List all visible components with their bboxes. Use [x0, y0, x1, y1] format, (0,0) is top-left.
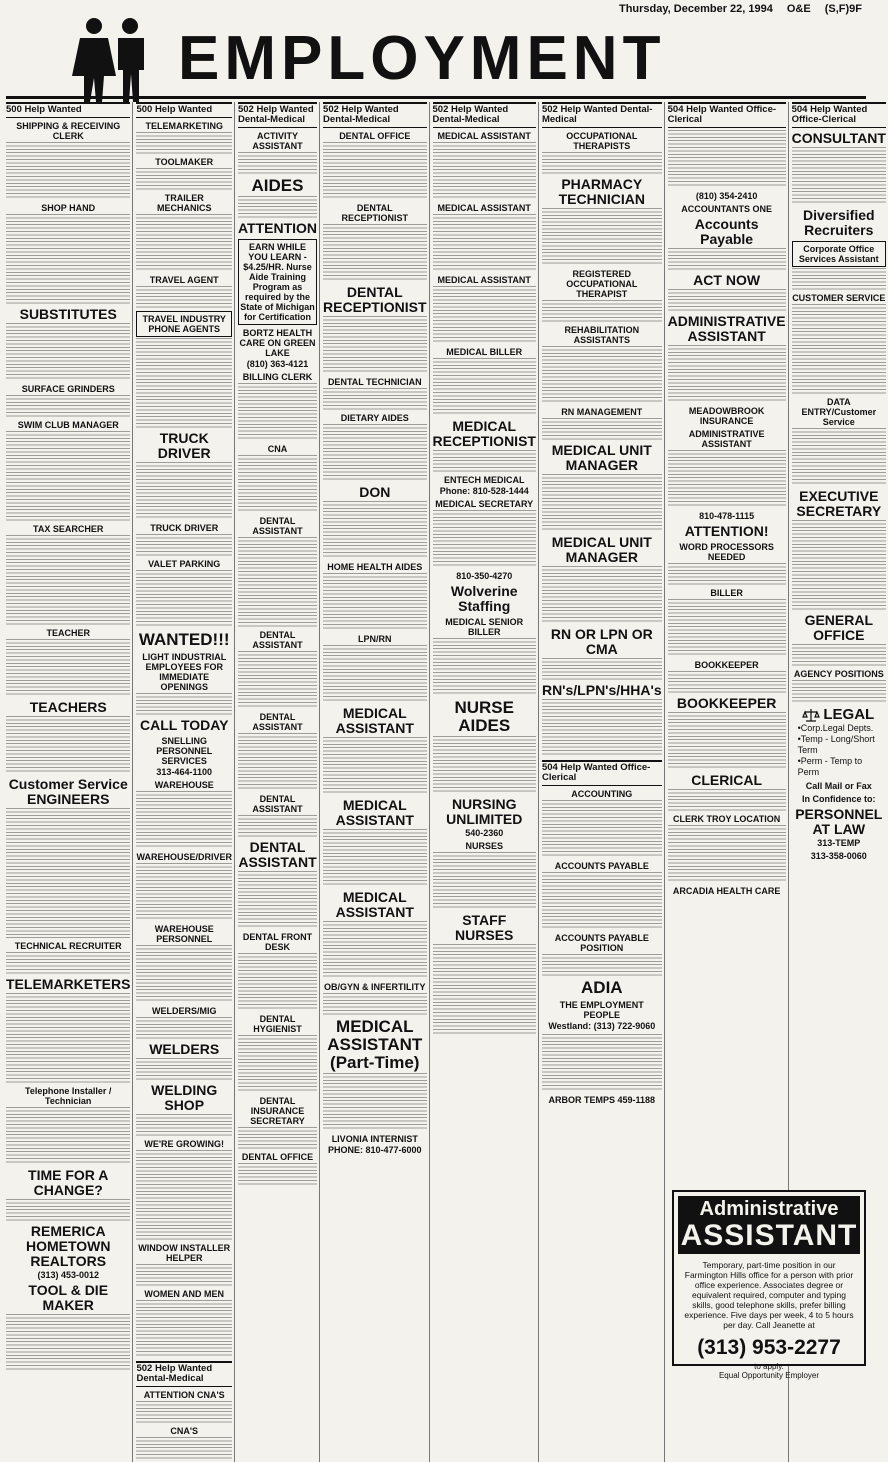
- ad-body-text: [323, 737, 426, 795]
- ad-headline: DON: [359, 484, 391, 500]
- ad-headline: DENTAL OFFICE: [241, 1152, 314, 1162]
- ad-body-text: [433, 358, 536, 416]
- ad-body-text: [238, 152, 317, 174]
- ad-body-text: [136, 1437, 232, 1459]
- ad-headline: RN MANAGEMENT: [561, 407, 643, 417]
- people-logo-icon: [72, 16, 152, 102]
- ad-body-text: [542, 418, 662, 440]
- ad-headline: ACT NOW: [693, 272, 761, 288]
- ad-headline: ACCOUNTS PAYABLE POSITION: [554, 933, 649, 953]
- ad-body-text: [136, 1058, 232, 1080]
- ad-headline: Wolverine Staffing: [450, 583, 518, 614]
- admin-ad-line2: ASSISTANT: [680, 1219, 858, 1252]
- ad-headline: WANTED!!!: [138, 630, 230, 649]
- ad-headline: WE'RE GROWING!: [144, 1139, 225, 1149]
- ad-body-text: [238, 651, 317, 709]
- ad-headline: WELDERS/MIG: [151, 1006, 217, 1016]
- legal-contact-line: In Confidence to:: [802, 794, 876, 804]
- ad-headline: MEDICAL UNIT MANAGER: [551, 534, 652, 565]
- ad-body-text: [136, 462, 232, 520]
- ad-body-text: [6, 952, 130, 974]
- ad-headline: DATA ENTRY/Customer Service: [801, 397, 877, 427]
- ad-headline: DENTAL INSURANCE SECRETARY: [250, 1096, 305, 1126]
- ad-headline: CUSTOMER SERVICE: [792, 293, 886, 303]
- ad-body-text: [6, 431, 130, 521]
- ad-headline: MEDICAL RECEPTIONIST: [432, 418, 536, 449]
- ad-body-text: [433, 852, 536, 910]
- ad-body-text: [323, 316, 426, 374]
- category-header: 502 Help Wanted Dental-Medical: [542, 102, 662, 128]
- legal-phone: 313-TEMP: [817, 838, 861, 848]
- ad-headline: DENTAL OFFICE: [339, 131, 411, 141]
- ad-headline: MEDICAL BILLER: [446, 347, 523, 357]
- ad-body-text: [136, 214, 232, 272]
- admin-ad-footer: Equal Opportunity Employer: [718, 1371, 820, 1380]
- ad-body-text: [323, 573, 426, 631]
- ad-body-text: [136, 286, 232, 308]
- classified-column: [323, 102, 429, 1462]
- ad-body-text: [668, 130, 786, 188]
- ad-headline: HOME HEALTH AIDES: [327, 562, 423, 572]
- ad-body-text: [323, 829, 426, 887]
- ad-headline: ARCADIA HEALTH CARE: [672, 886, 781, 896]
- ad-headline: TELEMARKETING: [145, 121, 223, 131]
- ad-body-text: [792, 680, 886, 702]
- ad-body-text: [542, 474, 662, 532]
- ad-body-text: [323, 424, 426, 482]
- category-header: 502 Help Wanted Dental-Medical: [323, 102, 426, 128]
- ad-headline: SUBSTITUTES: [19, 306, 117, 322]
- ad-body-text: [323, 645, 426, 703]
- ad-headline: LIVONIA INTERNIST: [331, 1134, 418, 1144]
- ad-headline: CLERK TROY LOCATION: [673, 814, 781, 824]
- ad-body-text: [6, 1107, 130, 1165]
- ad-body-text: [668, 289, 786, 311]
- ad-headline: STAFF NURSES: [455, 912, 514, 943]
- ad-headline: WELDERS: [149, 1041, 220, 1057]
- ad-body-text: [433, 736, 536, 794]
- ad-headline: RN OR LPN OR CMA: [550, 626, 653, 657]
- admin-ad-body: Temporary, part-time position in our Farmington Hills office for a person with prior office experience. Associates degree or equivalent required, computer and typing skills, good telephone skills, prefer billing experience. Five days per week, 4 to 5 hours per day. Call Jeanette at: [684, 1260, 854, 1330]
- ad-headline: MEDICAL ASSISTANT: [335, 705, 414, 736]
- ad-body-text: [136, 570, 232, 628]
- ad-body-text: [433, 510, 536, 568]
- ad-body-text: [792, 428, 886, 486]
- ad-body-text: [136, 863, 232, 921]
- ad-body-text: [668, 712, 786, 770]
- ad-phone: 810-350-4270: [456, 571, 513, 581]
- legal-company: PERSONNEL AT LAW: [795, 806, 883, 837]
- ad-headline: SURFACE GRINDERS: [21, 384, 115, 394]
- ad-headline: CNA: [267, 444, 288, 454]
- ad-phone: (810) 354-2410: [695, 191, 758, 201]
- ad-body-text: [136, 1017, 232, 1039]
- ad-body-text: [238, 1127, 317, 1149]
- ad-body-text: [542, 566, 662, 624]
- category-header: 502 Help Wanted Dental-Medical: [136, 1361, 232, 1387]
- ad-body-text: [136, 168, 232, 190]
- ad-body-text: [6, 395, 130, 417]
- ad-body-text: [136, 1264, 232, 1286]
- ad-headline: OCCUPATIONAL THERAPISTS: [566, 131, 638, 151]
- ad-headline: NURSES: [465, 841, 503, 851]
- ad-phone: PHONE: 810-477-6000: [327, 1145, 422, 1155]
- legal-item: •Perm - Temp to Perm: [797, 756, 863, 777]
- ad-body-text: [238, 953, 317, 1011]
- ad-body-text: [668, 450, 786, 508]
- ad-headline: MEDICAL ASSISTANT: [335, 797, 414, 828]
- ad-headline: CLERICAL: [691, 772, 763, 788]
- dateline-date: Thursday, December 22, 1994: [618, 3, 773, 15]
- ad-headline: DENTAL ASSISTANT: [238, 839, 317, 870]
- ad-body-text: [323, 921, 426, 979]
- ad-headline: WOMEN AND MEN: [144, 1289, 225, 1299]
- ad-body-text: [136, 534, 232, 556]
- ad-body-text: [136, 1401, 232, 1423]
- ad-headline: AGENCY POSITIONS: [793, 669, 884, 679]
- ad-headline: TRAVEL AGENT: [149, 275, 219, 285]
- ad-headline: SHIPPING & RECEIVING CLERK: [16, 121, 121, 141]
- ad-body-text: [323, 993, 426, 1015]
- ad-phone: 540-2360: [465, 828, 504, 838]
- ad-phone: (313) 453-0012: [37, 1270, 99, 1280]
- ad-body-text: [136, 132, 232, 154]
- ad-body-text: [668, 825, 786, 883]
- ad-headline: TIME FOR A CHANGE?: [28, 1167, 109, 1198]
- ad-phone: 313-464-1100: [156, 767, 212, 777]
- category-header: 504 Help Wanted Office-Clerical: [792, 102, 886, 128]
- ad-body-text: [136, 945, 232, 1003]
- dateline-page: (S,F)9F: [824, 3, 862, 15]
- classified-column: [542, 102, 665, 1462]
- ad-headline: TEACHER: [46, 628, 90, 638]
- ad-body-text: [6, 535, 130, 625]
- ad-body-text: [668, 345, 786, 403]
- legal-contact-line: Call Mail or Fax: [805, 781, 872, 791]
- ad-headline: DENTAL FRONT DESK: [242, 932, 313, 952]
- ad-body-text: [6, 1314, 130, 1372]
- ad-headline: WAREHOUSE/DRIVER: [136, 852, 232, 862]
- ad-headline: DENTAL RECEPTIONIST: [323, 284, 427, 315]
- classified-column: [6, 102, 133, 1462]
- ad-headline: ACCOUNTS PAYABLE: [554, 861, 649, 871]
- masthead: [0, 14, 872, 94]
- masthead-rule: [6, 96, 866, 99]
- ad-body-text: [433, 944, 536, 1034]
- ad-headline: MEADOWBROOK INSURANCE: [688, 406, 765, 426]
- category-header: 500 Help Wanted: [6, 102, 130, 118]
- ad-headline: MEDICAL ASSISTANT: [335, 889, 414, 920]
- ad-body-text: [542, 152, 662, 174]
- ad-headline: CALL TODAY: [139, 717, 229, 733]
- ad-headline: DENTAL ASSISTANT: [252, 712, 303, 732]
- ad-body-text: [542, 346, 662, 404]
- ad-headline: TRUCK DRIVER: [157, 430, 211, 461]
- ad-headline: MEDICAL SENIOR BILLER: [445, 617, 524, 637]
- ad-headline: BILLING CLERK: [242, 372, 313, 382]
- ad-headline: ACCOUNTING: [571, 789, 633, 799]
- ad-headline: DIETARY AIDES: [340, 413, 409, 423]
- ad-headline: TRUCK DRIVER: [150, 523, 219, 533]
- ad-body-text: [542, 658, 662, 680]
- ad-body-text: [668, 671, 786, 693]
- ad-body-text: [668, 248, 786, 270]
- ad-headline: CNA'S: [170, 1426, 199, 1436]
- ad-body-text: [238, 733, 317, 791]
- ad-headline: DENTAL ASSISTANT: [252, 516, 303, 536]
- category-header: 504 Help Wanted Office-Clerical: [668, 102, 786, 128]
- ad-headline: SNELLING PERSONNEL SERVICES: [156, 736, 213, 766]
- ad-body-text: [433, 638, 536, 696]
- category-header: 502 Help Wanted Dental-Medical: [238, 102, 317, 128]
- ad-headline: WELDING SHOP: [151, 1082, 218, 1113]
- ad-body-text: [6, 639, 130, 697]
- ad-body-text: [6, 808, 130, 938]
- ad-headline: TAX SEARCHER: [33, 524, 104, 534]
- ad-body-text: [792, 304, 886, 394]
- ad-body-text: [542, 800, 662, 858]
- ad-headline: MEDICAL ASSISTANT: [437, 203, 531, 213]
- ad-headline: Accounts Payable: [694, 216, 759, 247]
- ad-headline: Customer Service ENGINEERS: [8, 776, 128, 807]
- ad-headline: DENTAL ASSISTANT: [252, 630, 303, 650]
- ad-body-text: [238, 196, 317, 218]
- admin-ad-banner: [678, 1196, 860, 1254]
- ad-headline: SHOP HAND: [41, 203, 96, 213]
- ad-headline: MEDICAL UNIT MANAGER: [551, 442, 652, 473]
- ad-body-text: [238, 1035, 317, 1093]
- ad-body-text: [136, 693, 232, 715]
- ad-headline: ADIA: [581, 978, 623, 997]
- ad-headline: DENTAL TECHNICIAN: [327, 377, 422, 387]
- ad-headline: TECHNICAL RECRUITER: [14, 941, 122, 951]
- ad-headline: DENTAL ASSISTANT: [252, 794, 303, 814]
- ad-headline: ATTENTION CNA'S: [143, 1390, 225, 1400]
- ad-body-text: [542, 208, 662, 266]
- legal-heading: [792, 706, 886, 723]
- ad-headline: ATTENTION!: [684, 523, 769, 539]
- ad-body-text: [668, 563, 786, 585]
- ad-headline: BOOKKEEPER: [694, 660, 759, 670]
- ad-body-text: [6, 323, 130, 381]
- ad-body-text: [542, 954, 662, 976]
- ad-body-text: [238, 537, 317, 627]
- ad-body-text: [6, 716, 130, 774]
- category-header: 502 Help Wanted Dental-Medical: [433, 102, 536, 128]
- ad-headline: AIDES: [251, 176, 304, 195]
- ad-body-text: [433, 214, 536, 272]
- legal-phone: 313-358-0060: [810, 851, 867, 861]
- ad-headline: TOOLMAKER: [155, 157, 214, 167]
- ad-headline: BILLER: [710, 588, 743, 598]
- ad-headline: Corporate Office Services Assistant: [792, 241, 886, 267]
- ad-headline: LPN/RN: [358, 634, 392, 644]
- ad-body-text: [792, 644, 886, 666]
- ad-body-text: [136, 1150, 232, 1240]
- ad-headline: REGISTERED OCCUPATIONAL THERAPIST: [566, 269, 638, 299]
- ad-body-text: [323, 501, 426, 559]
- ad-headline: MEDICAL SECRETARY: [435, 499, 534, 509]
- ad-headline: VALET PARKING: [148, 559, 221, 569]
- ad-body-text: [136, 1114, 232, 1136]
- ad-body-text: [323, 224, 426, 282]
- ad-body-text: [238, 871, 317, 929]
- dateline-section: O&E: [786, 3, 811, 15]
- classified-column: [238, 102, 320, 1462]
- ad-body-text: [542, 872, 662, 930]
- ad-headline: MEDICAL ASSISTANT: [437, 131, 531, 141]
- legal-list: [792, 723, 886, 778]
- ad-headline: ADMINISTRATIVE ASSISTANT: [688, 429, 765, 449]
- ad-body-text: [238, 1163, 317, 1185]
- ad-headline: WORD PROCESSORS NEEDED: [679, 542, 774, 562]
- ad-headline: BOOKKEEPER: [676, 695, 777, 711]
- classified-column: [136, 102, 235, 1462]
- ad-phone: (810) 363-4121: [246, 359, 309, 369]
- ad-headline: TRAVEL INDUSTRY PHONE AGENTS: [136, 311, 232, 337]
- ad-body-text: [238, 455, 317, 513]
- ad-headline: ATTENTION: [237, 220, 318, 236]
- ad-headline: BORTZ HEALTH CARE ON GREEN LAKE: [239, 328, 316, 358]
- ad-body-text: [792, 268, 886, 290]
- ad-body-text: [136, 791, 232, 849]
- category-header: 500 Help Wanted: [136, 102, 232, 118]
- legal-title: LEGAL: [823, 706, 875, 723]
- legal-item: •Temp - Long/Short Term: [797, 734, 875, 755]
- ad-body-text: [6, 993, 130, 1083]
- ad-headline: WAREHOUSE PERSONNEL: [154, 924, 214, 944]
- ad-headline: WAREHOUSE: [154, 780, 214, 790]
- ad-headline: EARN WHILE YOU LEARN - $4.25/HR. Nurse Aide Training Program as required by the State of Michigan for Certification: [238, 239, 317, 325]
- ad-headline: TEACHERS: [29, 699, 107, 715]
- ad-headline: PHARMACY TECHNICIAN: [558, 176, 645, 207]
- ad-body-text: [323, 142, 426, 200]
- ad-headline: WINDOW INSTALLER HELPER: [138, 1243, 231, 1263]
- ad-body-text: [792, 520, 886, 610]
- ad-headline: THE EMPLOYMENT PEOPLE: [559, 1000, 644, 1020]
- ad-body-text: [668, 789, 786, 811]
- ad-headline: ENTECH MEDICAL: [443, 475, 525, 485]
- ad-body-text: [323, 388, 426, 410]
- admin-ad-tail: to apply.: [754, 1362, 784, 1371]
- category-header: 504 Help Wanted Office-Clerical: [542, 760, 662, 786]
- ad-body-text: [542, 699, 662, 757]
- ad-phone: ARBOR TEMPS 459-1188: [548, 1095, 656, 1105]
- ad-body-text: [136, 1300, 232, 1358]
- ad-headline: DENTAL RECEPTIONIST: [341, 203, 409, 223]
- ad-body-text: [433, 286, 536, 344]
- ad-headline: RN's/LPN's/HHA's: [541, 682, 662, 698]
- ad-headline: OB/GYN & INFERTILITY: [324, 982, 426, 992]
- section-title: EMPLOYMENT: [178, 24, 666, 93]
- ad-body-text: [792, 147, 886, 205]
- ad-body-text: [668, 599, 786, 657]
- ad-headline: ADMINISTRATIVE ASSISTANT: [667, 313, 786, 344]
- ad-headline: ACTIVITY ASSISTANT: [252, 131, 303, 151]
- ad-body-text: [542, 1034, 662, 1092]
- ad-headline: SWIM CLUB MANAGER: [17, 420, 119, 430]
- ad-headline: CONSULTANT: [791, 130, 886, 146]
- ad-phone: 810-478-1115: [699, 511, 755, 521]
- ad-headline: DENTAL HYGIENIST: [253, 1014, 302, 1034]
- ad-phone: Westland: (313) 722-9060: [548, 1021, 656, 1031]
- ad-body-text: [433, 450, 536, 472]
- ad-body-text: [433, 142, 536, 200]
- ad-headline: EXECUTIVE SECRETARY: [796, 488, 882, 519]
- ad-headline: Telephone Installer / Technician: [25, 1086, 112, 1106]
- ad-body-text: [6, 1199, 130, 1221]
- legal-item: •Corp.Legal Depts.: [797, 723, 874, 733]
- administrative-assistant-ad: [672, 1190, 866, 1380]
- admin-ad-line1: Administrative: [699, 1198, 839, 1220]
- ad-headline: TOOL & DIE MAKER: [28, 1282, 109, 1313]
- ad-headline: LIGHT INDUSTRIAL EMPLOYEES FOR IMMEDIATE OPENINGS: [142, 652, 227, 692]
- classified-column: [433, 102, 539, 1462]
- ad-phone: Phone: 810-528-1444: [439, 486, 529, 496]
- ad-headline: TELEMARKETERS: [6, 976, 131, 992]
- ad-body-text: [323, 1073, 426, 1131]
- ad-headline: NURSE AIDES: [454, 698, 514, 735]
- ad-headline: NURSING UNLIMITED: [446, 796, 523, 827]
- ad-body-text: [542, 300, 662, 322]
- ad-headline: ACCOUNTANTS ONE: [681, 204, 773, 214]
- ad-headline: MEDICAL ASSISTANT: [437, 275, 531, 285]
- ad-headline: TRAILER MECHANICS: [156, 193, 212, 213]
- admin-ad-phone: (313) 953-2277: [697, 1336, 841, 1359]
- ad-body-text: [238, 383, 317, 441]
- ad-headline: GENERAL OFFICE: [804, 612, 874, 643]
- ad-headline: REMERICA HOMETOWN REALTORS: [25, 1223, 111, 1269]
- ad-body-text: [6, 214, 130, 304]
- ad-headline: Diversified Recruiters: [802, 207, 875, 238]
- ad-headline: MEDICAL ASSISTANT (Part-Time): [327, 1017, 423, 1072]
- ad-body-text: [136, 338, 232, 428]
- ad-body-text: [238, 815, 317, 837]
- ad-headline: REHABILITATION ASSISTANTS: [564, 325, 640, 345]
- legal-ad: [792, 706, 886, 861]
- scales-of-justice-icon: [803, 708, 819, 722]
- ad-body-text: [6, 142, 130, 200]
